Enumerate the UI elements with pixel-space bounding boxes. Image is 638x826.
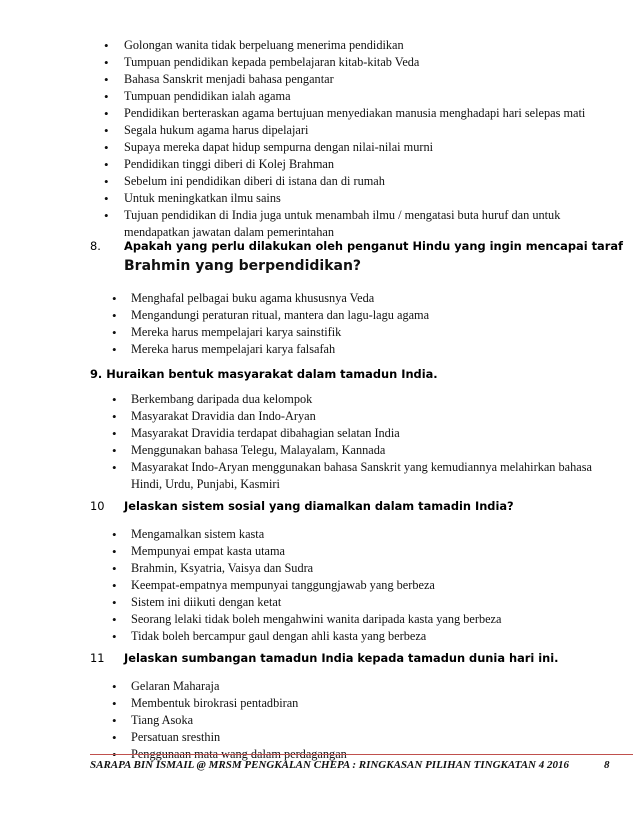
bullet-icon: • xyxy=(112,443,117,458)
bullet-icon: • xyxy=(112,342,117,357)
bullet-icon: • xyxy=(112,308,117,323)
question-text: Jelaskan sumbangan tamadun India kepada tamadun dunia hari ini. xyxy=(124,651,559,665)
list-item: • Tumpuan pendidikan ialah agama xyxy=(104,89,291,104)
bullet-icon: • xyxy=(112,747,117,762)
bullet-icon: • xyxy=(104,140,109,155)
list-item: • Sistem ini diikuti dengan ketat xyxy=(112,595,282,610)
bullet-icon: • xyxy=(112,291,117,306)
bullet-icon: • xyxy=(112,561,117,576)
bullet-icon: • xyxy=(112,527,117,542)
list-item: • Masyarakat Dravidia terdapat dibahagian selatan India xyxy=(112,426,400,441)
list-item: • Berkembang daripada dua kelompok xyxy=(112,392,313,407)
list-item: • Masyarakat Dravidia dan Indo-Aryan xyxy=(112,409,316,424)
bullet-icon: • xyxy=(112,460,117,475)
bullet-icon: • xyxy=(104,208,109,223)
list-item: • Keempat-empatnya mempunyai tanggungjawab yang berbeza xyxy=(112,578,435,593)
bullet-icon: • xyxy=(112,409,117,424)
bullet-icon: • xyxy=(112,325,117,340)
bullet-icon: • xyxy=(104,106,109,121)
bullet-icon: • xyxy=(104,38,109,53)
list-item: • Mengandungi peraturan ritual, mantera dan lagu-lagu agama xyxy=(112,308,430,323)
bullet-icon: • xyxy=(104,191,109,206)
question-text: Jelaskan sistem sosial yang diamalkan dalam tamadin India? xyxy=(124,499,514,513)
question-8-continued: Brahmin yang berpendidikan? xyxy=(124,258,362,274)
list-item: • Pendidikan tinggi diberi di Kolej Brahman xyxy=(104,157,335,172)
bullet-list-brahmin xyxy=(0,290,429,358)
list-item: • Menghafal pelbagai buku agama khususnya Veda xyxy=(112,291,375,306)
bullet-list-social-system xyxy=(0,526,501,645)
list-item: • Sebelum ini pendidikan diberi di istana dan di rumah xyxy=(104,174,385,189)
list-item: • Penggunaan mata wang dalam perdagangan xyxy=(112,747,347,762)
list-item: • Bahasa Sanskrit menjadi bahasa pengantar xyxy=(104,72,334,87)
bullet-icon: • xyxy=(112,713,117,728)
list-item: • Persatuan sresthin xyxy=(112,730,221,745)
list-item: • Segala hukum agama harus dipelajari xyxy=(104,123,309,138)
bullet-icon: • xyxy=(112,612,117,627)
list-item: • Tidak boleh bercampur gaul dengan ahli kasta yang berbeza xyxy=(112,629,427,644)
question-9: 9. Huraikan bentuk masyarakat dalam tamadun India. xyxy=(90,367,438,381)
bullet-icon: • xyxy=(112,578,117,593)
question-10 xyxy=(90,499,514,513)
bullet-icon: • xyxy=(112,629,117,644)
list-item: • Pendidikan berteraskan agama bertujuan menyediakan manusia menghadapi hari selepas mati xyxy=(104,106,586,121)
list-item: • Golongan wanita tidak berpeluang menerima pendidikan xyxy=(104,38,404,53)
list-item: • Brahmin, Ksyatria, Vaisya dan Sudra xyxy=(112,561,314,576)
list-item: • Menggunakan bahasa Telegu, Malayalam, Kannada xyxy=(112,443,386,458)
bullet-icon: • xyxy=(112,544,117,559)
bullet-icon: • xyxy=(104,55,109,70)
list-item: • Mereka harus mempelajari karya falsafah xyxy=(112,342,336,357)
bullet-icon: • xyxy=(112,730,117,745)
list-item: • Tiang Asoka xyxy=(112,713,194,728)
bullet-list-education xyxy=(0,37,585,241)
list-item: • Membentuk birokrasi pentadbiran xyxy=(112,696,299,711)
bullet-icon: • xyxy=(112,595,117,610)
question-number: 11 xyxy=(90,651,105,665)
bullet-icon: • xyxy=(104,89,109,104)
list-item: • Masyarakat Indo-Aryan menggunakan bahasa Sanskrit yang kemudiannya melahirkan bahasa Hindi, Urdu, Punjabi, Kasmiri xyxy=(112,460,592,491)
bullet-list-society xyxy=(0,391,592,493)
list-item: • Supaya mereka dapat hidup sempurna dengan nilai-nilai murni xyxy=(104,140,434,155)
list-item: • Seorang lelaki tidak boleh mengahwini wanita daripada kasta yang berbeza xyxy=(112,612,502,627)
page-number: 8 xyxy=(604,759,610,771)
bullet-icon: • xyxy=(104,123,109,138)
footer-text: SARAPA BIN ISMAIL @ MRSM PENGKALAN CHEPA : RINGKASAN PILIHAN TINGKATAN 4 2016 xyxy=(90,759,570,771)
footer-rule xyxy=(90,754,633,755)
list-item: • Mengamalkan sistem kasta xyxy=(112,527,265,542)
bullet-icon: • xyxy=(112,392,117,407)
question-number: 10 xyxy=(90,499,105,513)
question-11 xyxy=(90,651,559,665)
question-text: Apakah yang perlu dilakukan oleh penganut Hindu yang ingin mencapai taraf xyxy=(124,239,623,253)
bullet-icon: • xyxy=(112,426,117,441)
bullet-icon: • xyxy=(104,72,109,87)
bullet-icon: • xyxy=(112,696,117,711)
bullet-list-contributions xyxy=(0,678,347,763)
bullet-icon: • xyxy=(104,157,109,172)
list-item: • Mereka harus mempelajari karya sainstifik xyxy=(112,325,342,340)
question-number: 8. xyxy=(90,239,101,253)
question-8 xyxy=(90,239,623,253)
list-item: • Tumpuan pendidikan kepada pembelajaran kitab-kitab Veda xyxy=(104,55,420,70)
list-item: • Untuk meningkatkan ilmu sains xyxy=(104,191,281,206)
list-item: • Tujuan pendidikan di India juga untuk menambah ilmu / mengatasi buta huruf dan untuk mendapatkan jawatan dalam pemerintahan xyxy=(104,208,561,239)
bullet-icon: • xyxy=(112,679,117,694)
bullet-icon: • xyxy=(104,174,109,189)
list-item: • Mempunyai empat kasta utama xyxy=(112,544,286,559)
list-item: • Gelaran Maharaja xyxy=(112,679,220,694)
